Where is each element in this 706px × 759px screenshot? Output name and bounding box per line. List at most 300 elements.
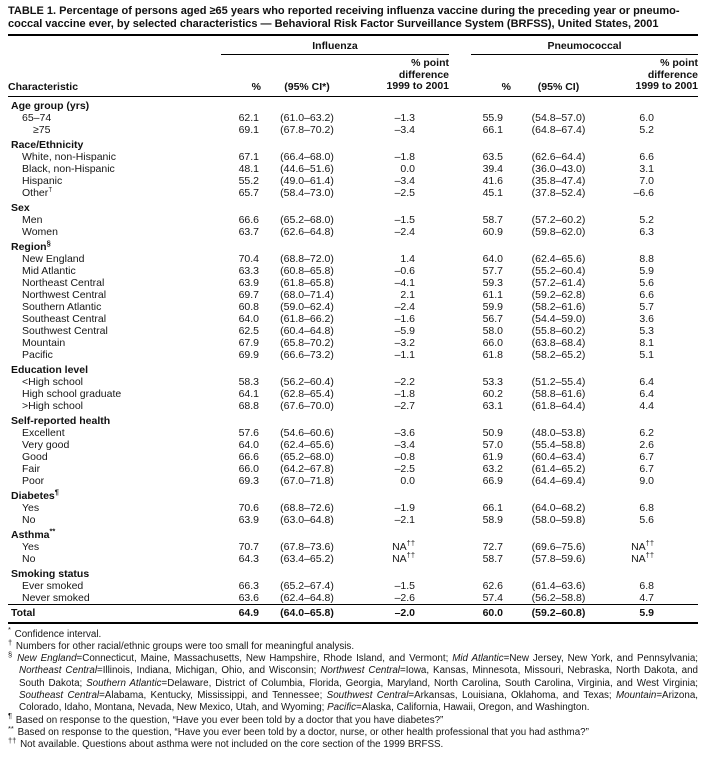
- section-row: [8, 526, 698, 541]
- pneumococcal-diff: NA††: [631, 538, 655, 553]
- row-label: Women: [22, 225, 58, 238]
- table-title: [8, 5, 698, 31]
- table-row: [8, 451, 698, 463]
- pneumococcal-ci: (64.8–67.4): [531, 123, 586, 136]
- influenza-percent: 68.8: [238, 399, 259, 412]
- influenza-percent: 70.4: [238, 252, 259, 265]
- section-row: [8, 565, 698, 580]
- influenza-diff: –0.6: [394, 264, 415, 277]
- row-label: Men: [22, 213, 43, 226]
- influenza-diff: –1.1: [394, 348, 415, 361]
- row-label: Very good: [22, 438, 70, 451]
- influenza-diff: –2.7: [394, 399, 415, 412]
- pneumococcal-percent: 66.1: [482, 501, 503, 514]
- influenza-diff: –2.2: [394, 375, 415, 388]
- pneumococcal-diff: 6.0: [639, 111, 655, 124]
- influenza-percent: 63.3: [238, 264, 259, 277]
- pneumococcal-ci: (37.8–52.4): [531, 186, 586, 199]
- footnote-marker: ¶: [8, 711, 13, 721]
- group-gap-cell: [449, 427, 471, 439]
- pneumococcal-ci: (64.0–68.2): [531, 501, 586, 514]
- pneumococcal-percent: 57.0: [482, 438, 503, 451]
- influenza-ci: (68.8–72.6): [280, 501, 334, 514]
- influenza-percent: 58.3: [238, 375, 259, 388]
- influenza-percent: 55.2: [238, 174, 259, 187]
- influenza-percent: 66.0: [238, 462, 259, 475]
- total-row: [8, 604, 698, 623]
- influenza-percent: 63.9: [238, 513, 259, 526]
- pneumococcal-ci: (57.2–61.4): [531, 276, 586, 289]
- section-row: [8, 96, 698, 112]
- group-gap: [449, 55, 471, 97]
- pneumococcal-percent: 58.7: [482, 213, 503, 226]
- influenza-diff: –1.5: [394, 213, 415, 226]
- row-label: Self-reported health: [11, 414, 111, 427]
- footnote-text: New England: [17, 653, 77, 665]
- footnote-text: Southeast Central: [19, 689, 100, 701]
- table-row: [8, 502, 698, 514]
- influenza-ci: (66.6–73.2): [280, 348, 334, 361]
- pneumococcal-percent: 64.0: [482, 252, 503, 265]
- row-label: ≥75: [33, 123, 51, 136]
- row-label: Poor: [22, 474, 45, 487]
- section-row: [8, 487, 698, 502]
- influenza-diff: 2.1: [400, 288, 415, 301]
- empty-cell: [221, 199, 698, 214]
- pneumococcal-diff: 5.2: [639, 123, 655, 136]
- influenza-percent: 64.0: [238, 312, 259, 325]
- table-row: [8, 301, 698, 313]
- pneumococcal-ci: (62.4–65.6): [531, 252, 586, 265]
- influenza-percent: 63.6: [238, 591, 259, 604]
- diff-header-line: difference: [647, 68, 699, 81]
- table-row: [8, 163, 698, 175]
- influenza-ci: (62.8–65.4): [280, 387, 334, 400]
- influenza-diff: –2.1: [394, 513, 415, 526]
- table-row: [8, 463, 698, 475]
- pneumococcal-diff: 4.4: [639, 399, 655, 412]
- table-row: [8, 580, 698, 592]
- pneumococcal-ci: (35.8–47.4): [531, 174, 586, 187]
- influenza-percent: 57.6: [238, 426, 259, 439]
- pneumococcal-diff: 6.7: [639, 450, 655, 463]
- influenza-ci: (68.8–72.0): [280, 252, 334, 265]
- pneumococcal-ci: (55.2–60.4): [531, 264, 586, 277]
- pneumococcal-percent: 60.9: [482, 225, 503, 238]
- pneumococcal-percent: 60.0: [471, 604, 511, 623]
- influenza-percent: 63.9: [238, 276, 259, 289]
- pneumococcal-percent: 66.1: [482, 123, 503, 136]
- influenza-ci: (67.8–70.2): [280, 123, 334, 136]
- pneumococcal-diff: 2.6: [639, 438, 655, 451]
- group-gap-cell: [449, 553, 471, 565]
- footnote-text: Numbers for other racial/ethnic groups were too small for meaningful analysis.: [15, 640, 355, 652]
- influenza-ci: (65.8–70.2): [280, 336, 334, 349]
- influenza-percent: 66.6: [238, 450, 259, 463]
- group-gap-cell: [449, 541, 471, 553]
- footnote-text: Northeast Central: [19, 665, 98, 677]
- group-gap-cell: [449, 592, 471, 605]
- pneumococcal-diff: 5.9: [606, 604, 698, 623]
- pneumococcal-diff: 6.6: [639, 150, 655, 163]
- pneumococcal-ci: (58.0–59.8): [531, 513, 586, 526]
- group-gap-cell: [449, 451, 471, 463]
- row-label: Northwest Central: [22, 288, 107, 301]
- pneumococcal-ci: (57.8–59.6): [531, 552, 586, 565]
- row-label: Pacific: [22, 348, 53, 361]
- footnote-text: =Arizona, Colorado, Idaho, Montana, Nevada, New Mexico, Utah, and Wyoming;: [19, 689, 698, 714]
- pneumococcal-diff: 5.7: [639, 300, 655, 313]
- group-gap-cell: [449, 313, 471, 325]
- row-label: No: [22, 552, 36, 565]
- influenza-percent: 62.5: [238, 324, 259, 337]
- influenza-percent: 70.7: [238, 540, 259, 553]
- footnote-text: Not available. Questions about asthma were not included on the core section of the 1999 BRFSS.: [20, 739, 444, 751]
- diff-header-line: % point: [660, 57, 699, 69]
- group-gap-cell: [449, 514, 471, 526]
- influenza-diff: –5.9: [394, 324, 415, 337]
- empty-cell: [221, 361, 698, 376]
- influenza-group-header: Influenza: [221, 35, 449, 55]
- row-label: Northeast Central: [22, 276, 105, 289]
- influenza-ci: (65.2–67.4): [280, 579, 334, 592]
- pneumococcal-diff: 3.1: [639, 162, 655, 175]
- pneumococcal-percent: 61.1: [482, 288, 503, 301]
- influenza-percent: 64.3: [238, 552, 259, 565]
- influenza-diff-header: [353, 55, 449, 97]
- table-row: [8, 376, 698, 388]
- pneumococcal-diff: NA††: [631, 550, 655, 565]
- table-title-line2: coccal vaccine ever, by selected characteristics — Behavioral Risk Factor Surveillance System (BRFSS), United States, 2001: [8, 18, 659, 30]
- row-label: White, non-Hispanic: [22, 150, 116, 163]
- influenza-percent: 64.1: [238, 387, 259, 400]
- influenza-percent: 64.0: [238, 438, 259, 451]
- group-gap: [449, 35, 471, 55]
- group-gap-cell: [449, 325, 471, 337]
- influenza-percent: 62.1: [238, 111, 259, 124]
- footnote-text: Mid Atlantic: [452, 653, 504, 665]
- influenza-ci: (64.2–67.8): [280, 462, 334, 475]
- section-row: [8, 361, 698, 376]
- pneumococcal-ci: (58.8–61.6): [531, 387, 586, 400]
- influenza-ci: (58.4–73.0): [280, 186, 334, 199]
- pneumococcal-diff: 5.3: [639, 324, 655, 337]
- group-gap-cell: [449, 439, 471, 451]
- table-row: [8, 289, 698, 301]
- influenza-diff: –2.0: [353, 604, 449, 623]
- table-row: [8, 214, 698, 226]
- group-gap-cell: [449, 475, 471, 487]
- group-gap-cell: [449, 253, 471, 265]
- influenza-ci: (56.2–60.4): [280, 375, 334, 388]
- influenza-diff: –0.8: [394, 450, 415, 463]
- influenza-percent: 48.1: [238, 162, 259, 175]
- table-row: [8, 592, 698, 605]
- footnote-text: Pacific: [327, 702, 356, 714]
- row-label: <High school: [22, 375, 83, 388]
- influenza-ci: (63.0–64.8): [280, 513, 334, 526]
- pneumococcal-percent: 66.9: [482, 474, 503, 487]
- pneumococcal-ci: (59.2–60.8): [511, 604, 606, 623]
- group-gap-cell: [449, 151, 471, 163]
- pneumococcal-percent: 56.7: [482, 312, 503, 325]
- influenza-ci: (63.4–65.2): [280, 552, 334, 565]
- table-row: [8, 475, 698, 487]
- footnote-text: =Alaska, California, Hawaii, Oregon, and Washington.: [356, 702, 590, 714]
- group-gap-cell: [449, 124, 471, 136]
- pneumococcal-ci: (54.8–57.0): [531, 111, 586, 124]
- pneumococcal-percent: 58.0: [482, 324, 503, 337]
- influenza-ci: (66.4–68.0): [280, 150, 334, 163]
- section-row: [8, 412, 698, 427]
- footnote-text: =Alabama, Kentucky, Mississippi, and Tennessee;: [99, 689, 327, 701]
- pneumococcal-ci: (55.8–60.2): [531, 324, 586, 337]
- influenza-diff: –1.3: [394, 111, 415, 124]
- table-row: [8, 553, 698, 565]
- pneumococcal-percent: 60.2: [482, 387, 503, 400]
- pneumococcal-ci: (58.2–61.6): [531, 300, 586, 313]
- table-row: [8, 337, 698, 349]
- influenza-ci: (67.0–71.8): [280, 474, 334, 487]
- row-label: Race/Ethnicity: [11, 138, 84, 151]
- pneumococcal-ci: (61.4–65.2): [531, 462, 586, 475]
- group-gap-cell: [449, 163, 471, 175]
- pneumococcal-diff: 6.7: [639, 462, 655, 475]
- diff-header-line: 1999 to 2001: [635, 80, 699, 92]
- pneumococcal-ci: (63.8–68.4): [531, 336, 586, 349]
- group-gap-cell: [449, 226, 471, 238]
- table-row: [8, 265, 698, 277]
- influenza-ci: (61.8–66.2): [280, 312, 334, 325]
- influenza-diff: –3.4: [394, 123, 415, 136]
- footnote-marker: *: [8, 625, 11, 635]
- influenza-percent: 65.7: [238, 186, 259, 199]
- row-label: Southwest Central: [22, 324, 108, 337]
- pneumococcal-percent-header: %: [471, 55, 511, 97]
- row-label: Southeast Central: [22, 312, 107, 325]
- pneumococcal-ci: (51.2–55.4): [531, 375, 586, 388]
- footnote: [8, 735, 698, 751]
- table-row: [8, 187, 698, 199]
- influenza-percent: 67.9: [238, 336, 259, 349]
- influenza-ci: (60.4–64.8): [280, 324, 334, 337]
- table-row: [8, 151, 698, 163]
- pneumococcal-ci-header: (95% CI): [511, 55, 606, 97]
- pneumococcal-percent: 62.6: [482, 579, 503, 592]
- group-gap-cell: [449, 349, 471, 361]
- pneumococcal-percent: 63.2: [482, 462, 503, 475]
- table-body: [8, 96, 698, 623]
- influenza-diff: –1.8: [394, 150, 415, 163]
- pneumococcal-diff: 7.0: [639, 174, 655, 187]
- pneumococcal-diff: –6.6: [633, 186, 655, 199]
- pneumococcal-diff: 8.1: [639, 336, 655, 349]
- table-row: [8, 439, 698, 451]
- footnotes: [8, 625, 699, 752]
- section-row: [8, 199, 698, 214]
- footnote: [8, 625, 698, 641]
- row-label: Total: [8, 604, 221, 623]
- row-label: Smoking status: [11, 567, 90, 580]
- group-gap-cell: [449, 376, 471, 388]
- influenza-percent: 69.1: [238, 123, 259, 136]
- group-gap-cell: [449, 214, 471, 226]
- pneumococcal-diff: 6.2: [639, 426, 655, 439]
- influenza-ci: (60.8–65.8): [280, 264, 334, 277]
- pneumococcal-group-header: Pneumococcal: [471, 35, 698, 55]
- group-gap-cell: [449, 580, 471, 592]
- influenza-ci: (62.4–65.6): [280, 438, 334, 451]
- pneumococcal-ci: (61.8–64.4): [531, 399, 586, 412]
- influenza-ci: (44.6–51.6): [280, 162, 334, 175]
- pneumococcal-percent: 61.8: [482, 348, 503, 361]
- pneumococcal-percent: 57.4: [482, 591, 503, 604]
- diff-header-line: % point: [411, 57, 449, 69]
- row-label: Sex: [11, 201, 30, 214]
- pneumococcal-diff: 4.7: [639, 591, 655, 604]
- group-gap-cell: [449, 388, 471, 400]
- table-row: [8, 124, 698, 136]
- pneumococcal-percent: 63.1: [482, 399, 503, 412]
- row-label: Fair: [22, 462, 41, 475]
- influenza-percent-header: %: [221, 55, 261, 97]
- vaccination-coverage-table: [8, 34, 698, 624]
- influenza-ci-header: (95% CI*): [261, 55, 353, 97]
- pneumococcal-diff: 9.0: [639, 474, 655, 487]
- group-gap-cell: [449, 265, 471, 277]
- influenza-ci: (68.0–71.4): [280, 288, 334, 301]
- influenza-diff: –2.4: [394, 225, 415, 238]
- group-gap-cell: [449, 463, 471, 475]
- row-label: Other†: [22, 186, 53, 199]
- pneumococcal-diff: 5.6: [639, 513, 655, 526]
- influenza-percent: 69.7: [238, 288, 259, 301]
- influenza-ci: (64.0–65.8): [261, 604, 353, 623]
- influenza-ci: (61.8–65.8): [280, 276, 334, 289]
- footnote-marker: **: [8, 723, 14, 733]
- footnote-text: =Iowa, Kansas, Minnesota, Missouri, Nebraska, North Dakota, and South Dakota;: [19, 665, 699, 689]
- influenza-percent: 67.1: [238, 150, 259, 163]
- footnote: [8, 637, 698, 653]
- footnote: [8, 649, 699, 714]
- influenza-diff: 0.0: [400, 474, 415, 487]
- influenza-percent: 60.8: [238, 300, 259, 313]
- footnote-text: Based on response to the question, “Have you ever been told by a doctor, nurse, or other health professional that you had asthma?”: [17, 726, 589, 738]
- influenza-ci: (62.4–64.8): [280, 591, 334, 604]
- table-row: [8, 175, 698, 187]
- group-gap-cell: [449, 187, 471, 199]
- footnote-text: Confidence interval.: [14, 628, 102, 640]
- influenza-percent: 66.3: [238, 579, 259, 592]
- table-row: [8, 112, 698, 124]
- section-row: [8, 136, 698, 151]
- pneumococcal-percent: 72.7: [482, 540, 503, 553]
- footnote-marker: §: [8, 649, 13, 659]
- group-header-row: [8, 35, 698, 55]
- diff-header-line: difference: [398, 68, 449, 81]
- influenza-diff: NA††: [392, 550, 415, 565]
- footnote-text: =Illinois, Indiana, Michigan, Ohio, and Wisconsin;: [97, 665, 321, 677]
- table-row: [8, 541, 698, 553]
- influenza-diff: –4.1: [394, 276, 415, 289]
- footnote-marker: †: [8, 637, 13, 647]
- influenza-diff: –1.9: [394, 501, 415, 514]
- diff-header-line: 1999 to 2001: [386, 80, 449, 92]
- pneumococcal-ci: (55.4–58.8): [531, 438, 586, 451]
- row-label: >High school: [22, 399, 83, 412]
- influenza-ci: (67.6–70.0): [280, 399, 334, 412]
- table-row: [8, 253, 698, 265]
- group-gap-cell: [449, 277, 471, 289]
- pneumococcal-percent: 39.4: [482, 162, 503, 175]
- pneumococcal-diff: 5.6: [639, 276, 655, 289]
- pneumococcal-percent: 45.1: [482, 186, 503, 199]
- pneumococcal-ci: (56.2–58.8): [531, 591, 586, 604]
- table-row: [8, 400, 698, 412]
- pneumococcal-percent: 53.3: [482, 375, 503, 388]
- footnote-text: Mountain: [616, 689, 657, 701]
- row-label: Excellent: [22, 426, 65, 439]
- pneumococcal-diff: 3.6: [639, 312, 655, 325]
- table-row: [8, 427, 698, 439]
- pneumococcal-diff-header: [606, 55, 698, 97]
- row-label: Education level: [11, 363, 89, 376]
- table-row: [8, 349, 698, 361]
- row-label: Southern Atlantic: [22, 300, 102, 313]
- influenza-ci: (59.0–62.4): [280, 300, 334, 313]
- row-label: Yes: [22, 501, 40, 514]
- footnote-text: Southern Atlantic: [86, 677, 162, 689]
- pneumococcal-percent: 63.5: [482, 150, 503, 163]
- influenza-percent: 70.6: [238, 501, 259, 514]
- pneumococcal-percent: 55.9: [482, 111, 503, 124]
- pneumococcal-diff: 6.4: [639, 375, 655, 388]
- empty-cell: [221, 526, 698, 541]
- pneumococcal-percent: 41.6: [482, 174, 503, 187]
- row-label: High school graduate: [22, 387, 122, 400]
- influenza-ci: (49.0–61.4): [280, 174, 334, 187]
- row-label: Never smoked: [22, 591, 90, 604]
- group-gap-cell: [449, 400, 471, 412]
- row-label: Good: [22, 450, 48, 463]
- pneumococcal-ci: (36.0–43.0): [531, 162, 586, 175]
- footnote: [8, 723, 698, 739]
- influenza-diff: –2.6: [394, 591, 415, 604]
- influenza-ci: (61.0–63.2): [280, 111, 334, 124]
- influenza-diff: –1.8: [394, 387, 415, 400]
- pneumococcal-percent: 59.9: [482, 300, 503, 313]
- pneumococcal-ci: (54.4–59.0): [531, 312, 586, 325]
- pneumococcal-ci: (59.2–62.8): [531, 288, 586, 301]
- influenza-diff: –1.5: [394, 579, 415, 592]
- influenza-percent: 63.7: [238, 225, 259, 238]
- pneumococcal-diff: 5.1: [639, 348, 655, 361]
- influenza-diff: –2.5: [394, 186, 415, 199]
- table-row: [8, 388, 698, 400]
- group-gap-cell: [449, 604, 471, 623]
- influenza-diff: –3.4: [394, 174, 415, 187]
- empty-cell: [221, 565, 698, 580]
- pneumococcal-percent: 59.3: [482, 276, 503, 289]
- footnote-text: =Delaware, District of Columbia, Florida, Georgia, Maryland, North Carolina, South Carolina, Virginia, and West Virginia;: [161, 677, 698, 689]
- footnote-text: =Connecticut, Maine, Massachusetts, New Hampshire, Rhode Island, and Vermont;: [76, 653, 453, 665]
- influenza-diff: –3.6: [394, 426, 415, 439]
- table-title-line1: TABLE 1. Percentage of persons aged ≥65 years who reported receiving influenza vaccine during the preceding year or pneumo-: [8, 5, 680, 17]
- group-gap-cell: [449, 112, 471, 124]
- influenza-diff: 1.4: [400, 252, 415, 265]
- table-row: [8, 325, 698, 337]
- group-gap-cell: [449, 301, 471, 313]
